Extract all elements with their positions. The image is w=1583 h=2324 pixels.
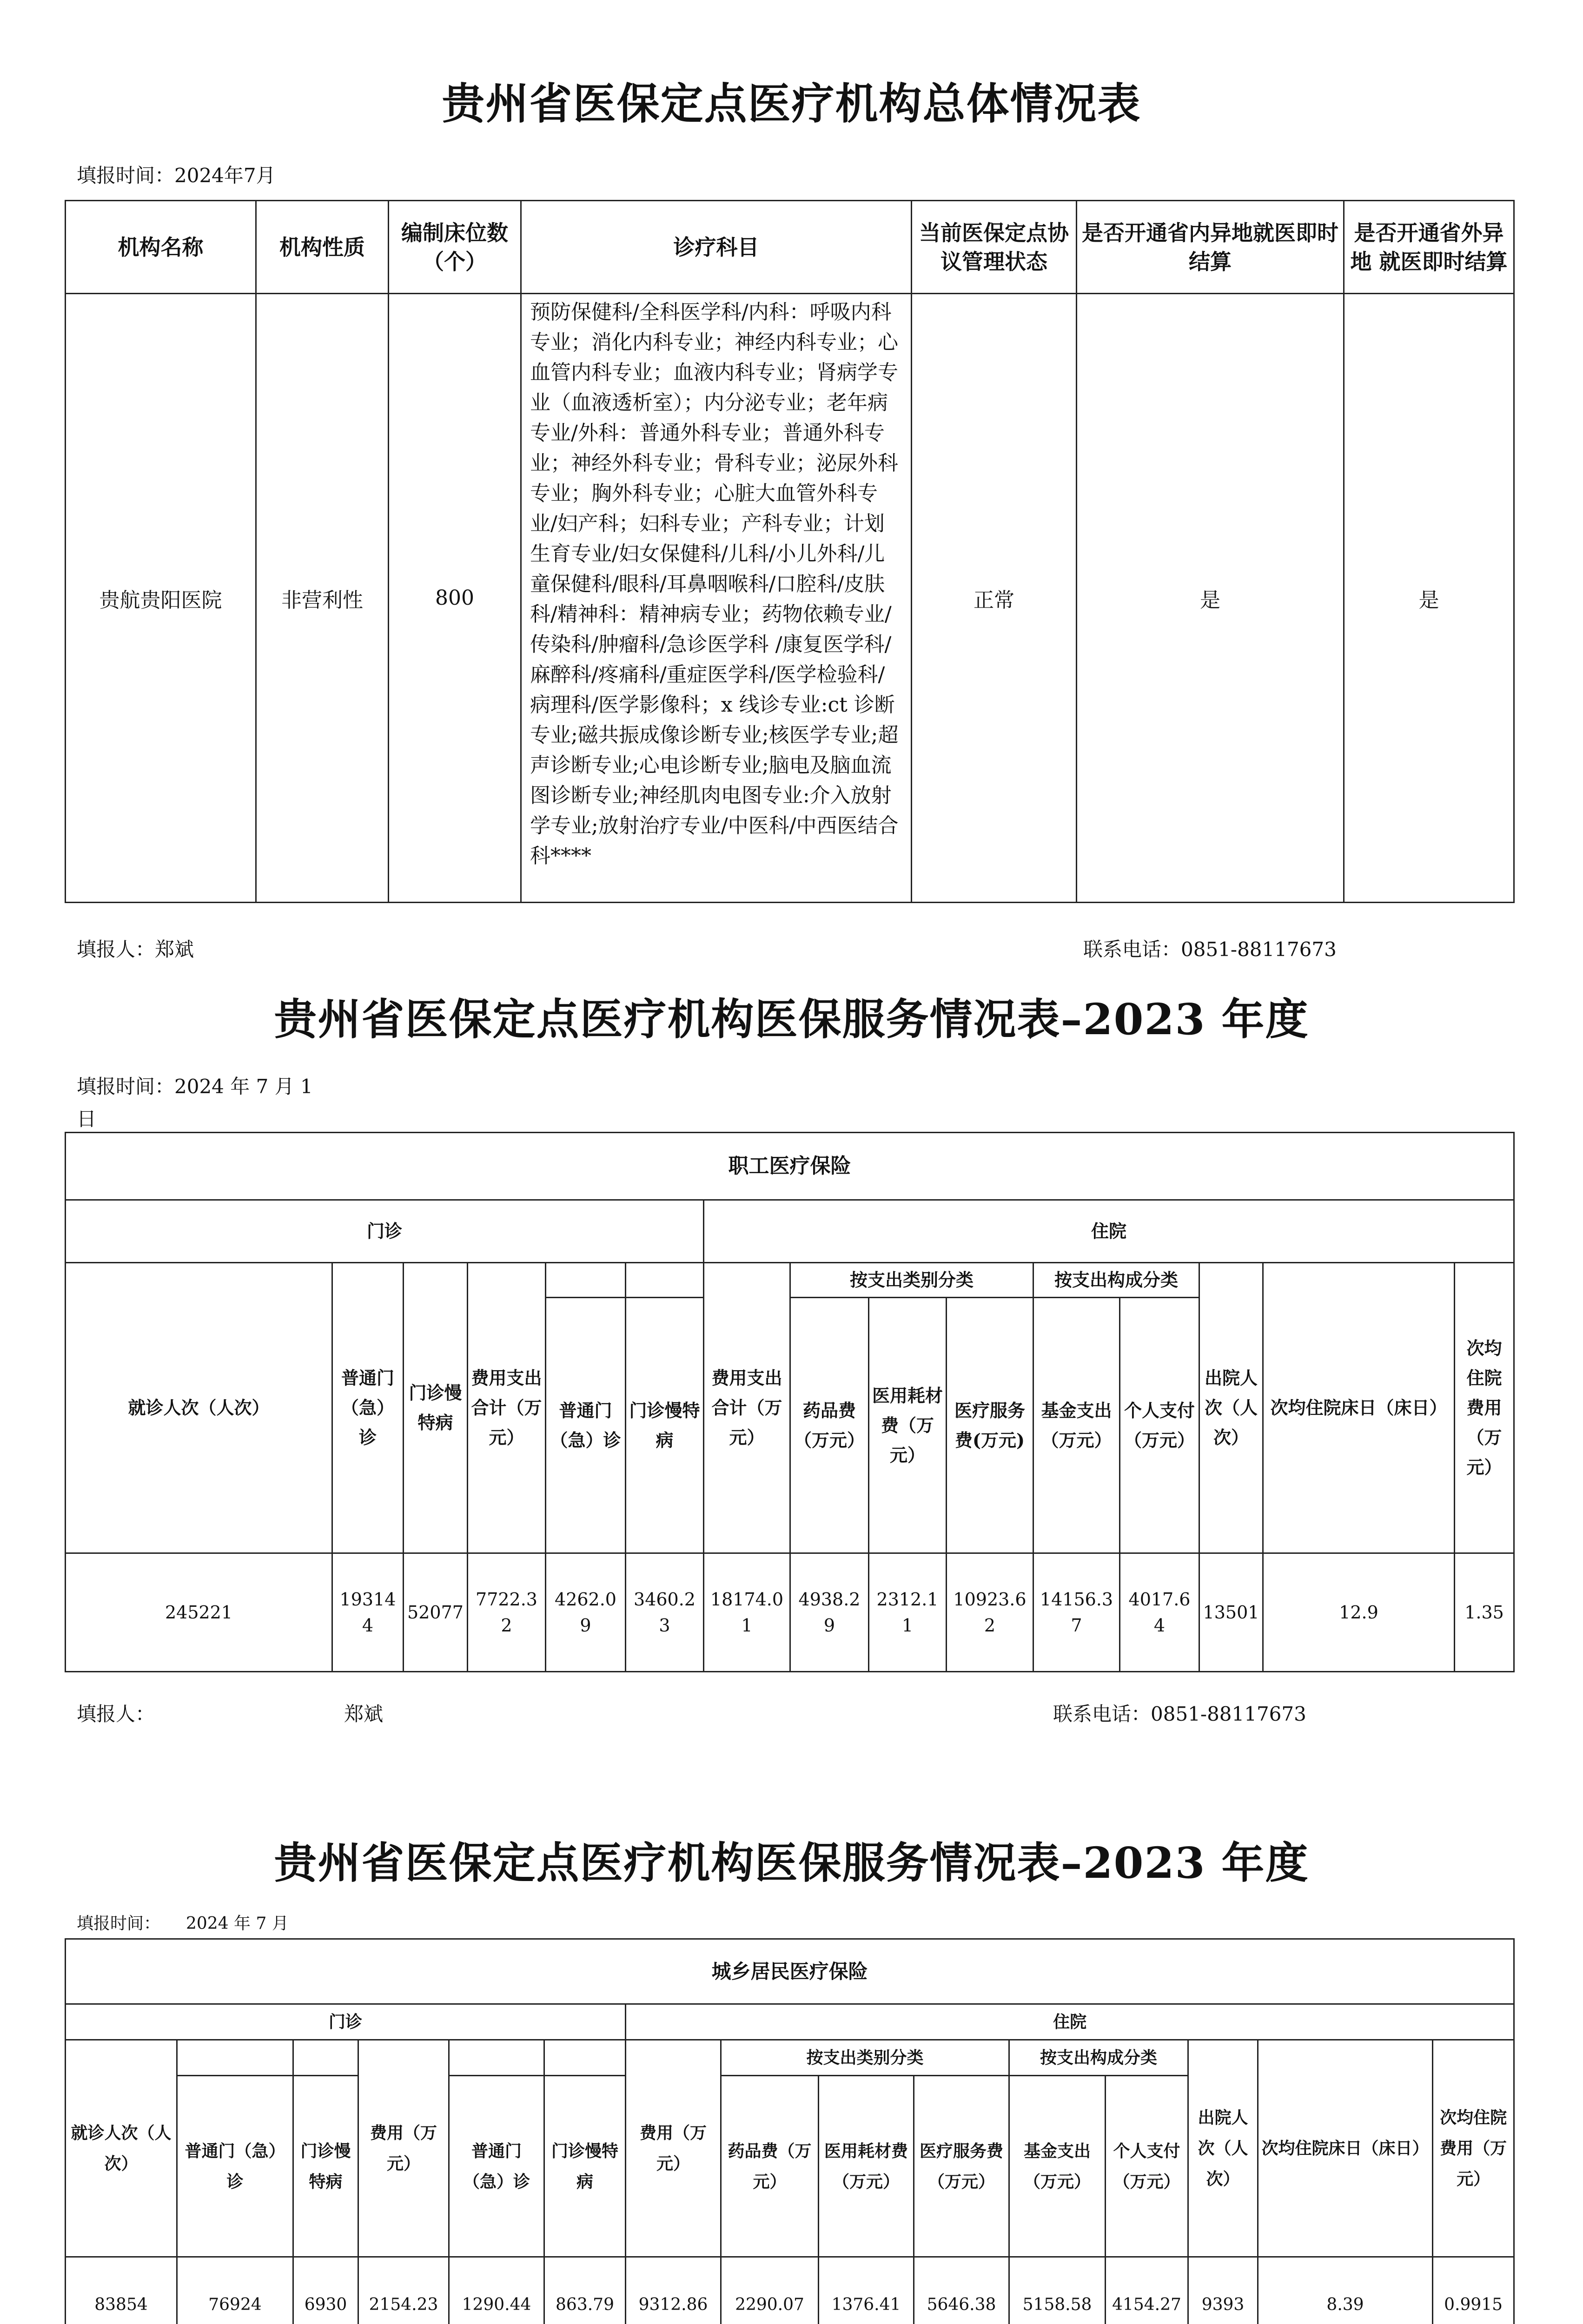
header-service: 医疗服务费(万元) (947, 1298, 1033, 1553)
header-general-er2: 普通门（急）诊 (449, 2076, 544, 2257)
header-by-structure: 按支出构成分类 (1009, 2040, 1188, 2076)
section2-title: 贵州省医保定点医疗机构医保服务情况表–2023 年度 (274, 994, 1309, 1044)
spacer-cell (546, 1263, 626, 1298)
employee-inpatient-label: 住院 (704, 1200, 1514, 1263)
cell-discharge: 9393 (1188, 2257, 1258, 2324)
cell-cost-total-out: 7722.32 (468, 1553, 546, 1672)
cell-inter: 是 (1344, 294, 1514, 903)
section2-phone: 联系电话：0851-88117673 (1053, 1703, 1306, 1725)
header-avg-cost: 次均住院 费用（万元） (1433, 2040, 1514, 2257)
section1-phone: 联系电话：0851-88117673 (1083, 938, 1337, 961)
header-chronic: 门诊慢特病 (293, 2076, 358, 2257)
cell-avg-bed-days: 12.9 (1263, 1553, 1455, 1672)
header-cost-total-out: 费用支出合计（万元） (468, 1263, 546, 1553)
cell-personal: 4154.27 (1106, 2257, 1188, 2324)
spacer-cell (449, 2040, 544, 2076)
cell-personal: 4017.64 (1120, 1553, 1199, 1672)
header-avg-cost: 次均住院费用（万元） (1455, 1263, 1514, 1553)
header-name: 机构名称 (66, 201, 256, 294)
header-avg-bed-days: 次均住院床日（床日） (1258, 2040, 1433, 2257)
section1-fill-time: 填报时间：2024年7月 (77, 164, 276, 187)
employee-data-row (66, 1553, 1514, 1672)
header-personal: 个人支付（万元） (1120, 1298, 1199, 1553)
header-status: 当前医保定点协议管理状态 (912, 201, 1077, 294)
resident-data-row (66, 2257, 1514, 2324)
header-general-er2: 普通门（急）诊 (546, 1298, 626, 1553)
header-chronic2: 门诊慢特病 (626, 1298, 704, 1553)
overview-header-row (66, 201, 1514, 294)
header-beds: 编制床位数（个） (389, 201, 521, 294)
header-cost-in: 费用（万元） (626, 2040, 721, 2257)
header-visits: 就诊人次（人次） (66, 2040, 177, 2257)
cell-discharge: 13501 (1199, 1553, 1263, 1672)
spacer-cell (544, 2040, 626, 2076)
cell-chronic: 52077 (404, 1553, 468, 1672)
spacer-cell (177, 2040, 293, 2076)
header-general-er: 普通门（急）诊 (177, 2076, 293, 2257)
section2-filler-name: 郑斌 (344, 1703, 384, 1725)
header-fund: 基金支出（万元） (1033, 1298, 1120, 1553)
cell-beds: 800 (389, 294, 521, 903)
employee-insurance-label: 职工医疗保险 (66, 1133, 1514, 1200)
cell-avg-cost: 0.9915 (1433, 2257, 1514, 2324)
header-general-er: 普通门（急）诊 (332, 1263, 404, 1553)
resident-outpatient-label: 门诊 (66, 2004, 626, 2040)
header-intra: 是否开通省内异地就医即时结算 (1077, 201, 1344, 294)
overview-data-row (66, 294, 1514, 903)
cell-chronic: 6930 (293, 2257, 358, 2324)
resident-insurance-table (65, 1938, 1515, 2324)
cell-cost-in: 9312.86 (626, 2257, 721, 2324)
cell-fund: 5158.58 (1009, 2257, 1106, 2324)
cell-chronic2: 3460.23 (626, 1553, 704, 1672)
header-by-structure: 按支出构成分类 (1033, 1263, 1199, 1298)
cell-drugs: 4938.29 (790, 1553, 869, 1672)
employee-outpatient-label: 门诊 (66, 1200, 704, 1263)
header-discharge: 出院人次（人次） (1199, 1263, 1263, 1553)
header-by-category: 按支出类别分类 (790, 1263, 1033, 1298)
section2-fill-time-line1: 填报时间：2024 年 7 月 1 (77, 1075, 313, 1098)
cell-general-er2: 4262.09 (546, 1553, 626, 1672)
cell-service: 5646.38 (914, 2257, 1009, 2324)
cell-cost-out: 2154.23 (358, 2257, 449, 2324)
header-consumables: 医用耗材费（万元） (819, 2076, 914, 2257)
header-drugs: 药品费（万元） (790, 1298, 869, 1553)
cell-service: 10923.62 (947, 1553, 1033, 1672)
cell-avg-cost: 1.35 (1455, 1553, 1514, 1672)
section3-title: 贵州省医保定点医疗机构医保服务情况表–2023 年度 (274, 1838, 1309, 1888)
header-personal: 个人支付（万元） (1106, 2076, 1188, 2257)
header-cost-out: 费用（万元） (358, 2040, 449, 2257)
cell-drugs: 2290.07 (721, 2257, 819, 2324)
section1-filler: 填报人：郑斌 (77, 938, 194, 961)
cell-general-er: 193144 (332, 1553, 404, 1672)
header-chronic: 门诊慢特病 (404, 1263, 468, 1553)
section2-fill-time-line2: 日 (77, 1108, 97, 1130)
header-inter: 是否开通省外异地 就医即时结算 (1344, 201, 1514, 294)
overview-table (65, 200, 1515, 903)
cell-name: 贵航贵阳医院 (66, 294, 256, 903)
resident-insurance-label: 城乡居民医疗保险 (66, 1939, 1514, 2004)
cell-cost-total-in: 18174.01 (704, 1553, 790, 1672)
cell-consumables: 1376.41 (819, 2257, 914, 2324)
header-consumables: 医用耗材费（万元） (869, 1298, 947, 1553)
cell-visits: 245221 (66, 1553, 332, 1672)
employee-insurance-table (65, 1132, 1515, 1672)
resident-inpatient-label: 住院 (626, 2004, 1514, 2040)
cell-general-er: 76924 (177, 2257, 293, 2324)
cell-avg-bed-days: 8.39 (1258, 2257, 1433, 2324)
spacer-cell (293, 2040, 358, 2076)
section3-fill-time-label: 填报时间： (77, 1914, 161, 1933)
cell-nature: 非营利性 (256, 294, 389, 903)
header-visits: 就诊人次（人次） (66, 1263, 332, 1553)
cell-status: 正常 (912, 294, 1077, 903)
header-avg-bed-days: 次均住院床日（床日） (1263, 1263, 1455, 1553)
header-nature: 机构性质 (256, 201, 389, 294)
header-drugs: 药品费（万元） (721, 2076, 819, 2257)
cell-intra: 是 (1077, 294, 1344, 903)
header-by-category: 按支出类别分类 (721, 2040, 1009, 2076)
cell-chronic2: 863.79 (544, 2257, 626, 2324)
header-discharge: 出院人次（人次） (1188, 2040, 1258, 2257)
section2-filler-label: 填报人： (77, 1703, 155, 1725)
cell-fund: 14156.37 (1033, 1553, 1120, 1672)
section1-title: 贵州省医保定点医疗机构总体情况表 (442, 79, 1141, 129)
cell-consumables: 2312.11 (869, 1553, 947, 1672)
cell-departments: 预防保健科/全科医学科/内科：呼吸内科专业；消化内科专业；神经内科专业；心血管内科专业；血液内科专业；肾病学专业（血液透析室）；内分泌专业；老年病专业/外科：普通外科专业；普通外科专业；神经外科专业；骨科专业；泌尿外科专业；胸外科专业；心脏大血管外科专业/妇产科；妇科专业；产科专业；计划生育专业/妇女保健科/儿科/小儿外科/儿童保健科/眼科/耳鼻咽喉科/口腔科/皮肤科/精神科：精神病专业；药物依赖专业/传染科/肿瘤科/急诊医学科 /康复医学科/麻醉科/疼痛科/重症医学科/医学检验科/病理科/医学影像科；x 线诊专业:ct 诊断专业;磁共振成像诊断专业;核医学专业;超声诊断专业;心电诊断专业;脑电及脑血流图诊断专业;神经肌肉电图专业:介入放射学专业;放射治疗专业/中医科/中西医结合科**** (521, 294, 912, 903)
header-chronic2: 门诊慢特病 (544, 2076, 626, 2257)
header-cost-total-in: 费用支出合计（万元） (704, 1263, 790, 1553)
cell-visits: 83854 (66, 2257, 177, 2324)
header-service: 医疗服务费（万元） (914, 2076, 1009, 2257)
header-departments: 诊疗科目 (521, 201, 912, 294)
cell-general-er2: 1290.44 (449, 2257, 544, 2324)
section3-fill-time-value: 2024 年 7 月 (186, 1914, 289, 1933)
header-fund: 基金支出（万元） (1009, 2076, 1106, 2257)
spacer-cell (626, 1263, 704, 1298)
